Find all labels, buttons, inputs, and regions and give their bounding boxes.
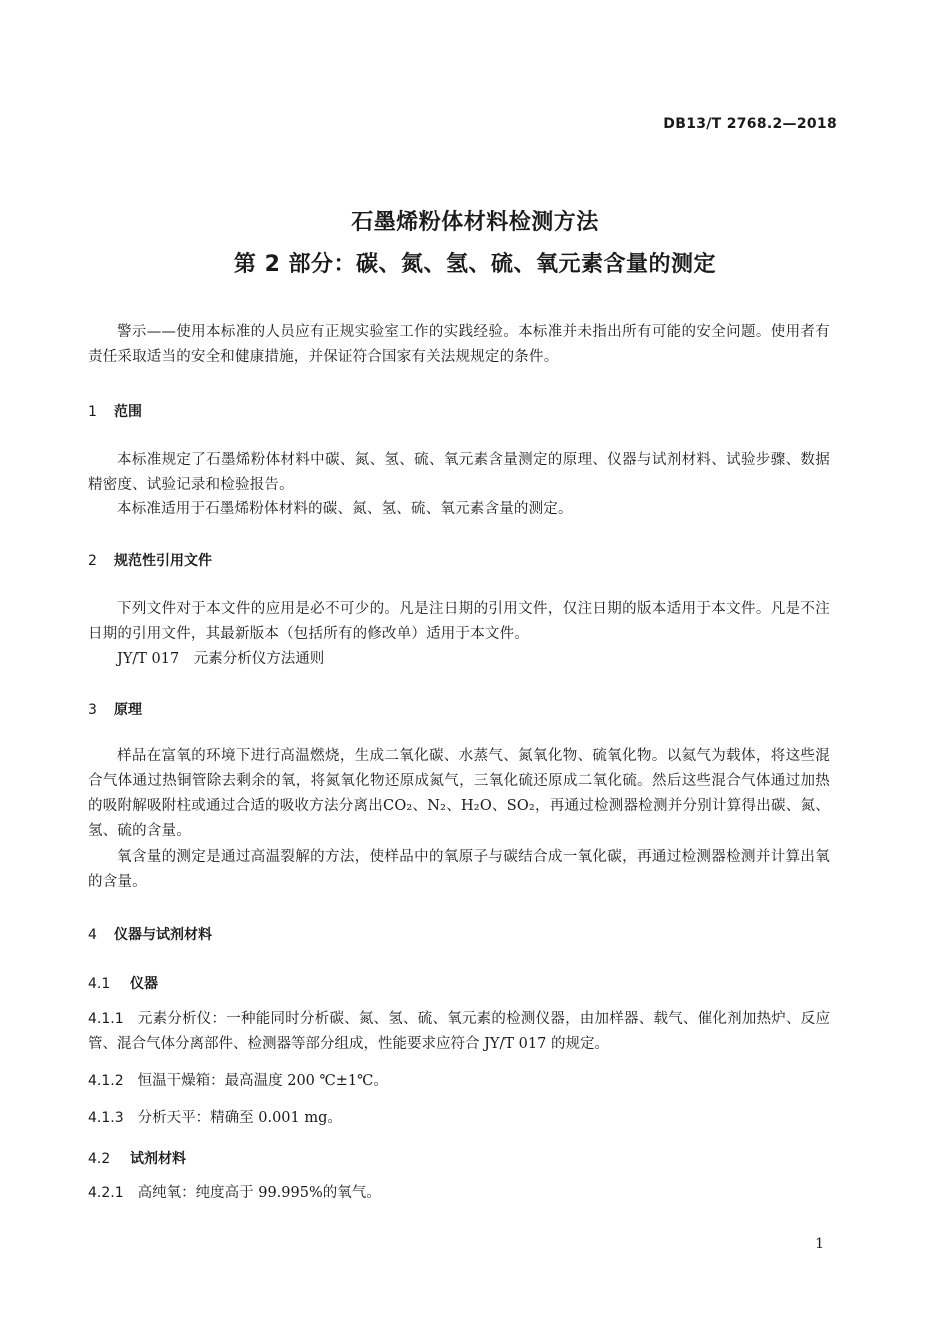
clause-number: 4.1.2	[88, 1073, 124, 1089]
section-number: 4	[88, 927, 97, 943]
section-4-heading	[88, 924, 212, 944]
section-title: 范围	[114, 404, 142, 420]
subsection-title: 仪器	[130, 976, 158, 992]
section-1-paragraph-1: 本标准规定了石墨烯粉体材料中碳、氮、氢、硫、氧元素含量测定的原理、仪器与试剂材料、试验步骤、数据精密度、试验记录和检验报告。	[88, 452, 830, 493]
clause-number: 4.1.1	[88, 1011, 124, 1027]
normative-reference: JY/T 017 元素分析仪方法通则	[117, 651, 325, 667]
section-1-paragraph-2: 本标准适用于石墨烯粉体材料的碳、氮、氢、硫、氧元素含量的测定。	[117, 501, 573, 517]
clause-text: 元素分析仪：一种能同时分析碳、氮、氢、硫、氧元素的检测仪器，由加样器、载气、催化剂加热炉、反应管、混合气体分离部件、检测器等部分组成，性能要求应符合 JY/T 017 的规定。	[88, 1011, 830, 1052]
subsection-4-2-heading	[88, 1148, 186, 1168]
page-number: 1	[815, 1236, 824, 1252]
document-number: DB13/T 2768.2—2018	[663, 116, 837, 132]
subsection-number: 4.2	[88, 1151, 111, 1167]
document-title: 石墨烯粉体材料检测方法	[351, 210, 599, 235]
section-2-paragraph-1: 下列文件对于本文件的应用是必不可少的。凡是注日期的引用文件，仅注日期的版本适用于本文件。凡是不注日期的引用文件，其最新版本（包括所有的修改单）适用于本文件。	[88, 601, 830, 642]
section-title: 仪器与试剂材料	[114, 927, 212, 943]
subsection-title: 试剂材料	[130, 1151, 186, 1167]
section-title: 原理	[114, 702, 142, 718]
clause-4-1-3	[88, 1106, 830, 1131]
section-2-heading	[88, 550, 212, 570]
clause-4-1-1	[88, 1007, 830, 1057]
section-number: 1	[88, 404, 97, 420]
document-subtitle: 第 2 部分：碳、氮、氢、硫、氧元素含量的测定	[233, 252, 717, 277]
section-number: 2	[88, 553, 97, 569]
clause-4-2-1	[88, 1181, 830, 1206]
section-number: 3	[88, 702, 97, 718]
subsection-4-1-heading	[88, 973, 158, 993]
clause-text: 高纯氧：纯度高于 99.995%的氧气。	[137, 1185, 381, 1201]
clause-text: 分析天平：精确至 0.001 mg。	[137, 1110, 342, 1126]
subsection-number: 4.1	[88, 976, 111, 992]
section-3-paragraph-2: 氧含量的测定是通过高温裂解的方法，使样品中的氧原子与碳结合成一氧化碳，再通过检测器检测并计算出氧的含量。	[88, 849, 830, 890]
clause-number: 4.1.3	[88, 1110, 124, 1126]
section-title: 规范性引用文件	[114, 553, 212, 569]
section-3-paragraph-1: 样品在富氧的环境下进行高温燃烧，生成二氧化碳、水蒸气、氮氧化物、硫氧化物。以氦气为载体，将这些混合气体通过热铜管除去剩余的氧，将氮氧化物还原成氮气，三氧化硫还原成二氧化硫。然后这些混合气体通过加热的吸附解吸附柱或通过合适的吸收方法分离出CO₂、N₂、H₂O、SO₂，再通过检测器检测并分别计算得出碳、氮、氢、硫的含量。	[88, 748, 830, 839]
section-1-heading	[88, 401, 142, 421]
clause-4-1-2	[88, 1069, 830, 1094]
clause-number: 4.2.1	[88, 1185, 124, 1201]
warning-paragraph: 警示——使用本标准的人员应有正规实验室工作的实践经验。本标准并未指出所有可能的安全问题。使用者有责任采取适当的安全和健康措施，并保证符合国家有关法规规定的条件。	[88, 324, 830, 365]
section-3-heading	[88, 699, 142, 719]
clause-text: 恒温干燥箱：最高温度 200 ℃±1℃。	[137, 1073, 388, 1089]
